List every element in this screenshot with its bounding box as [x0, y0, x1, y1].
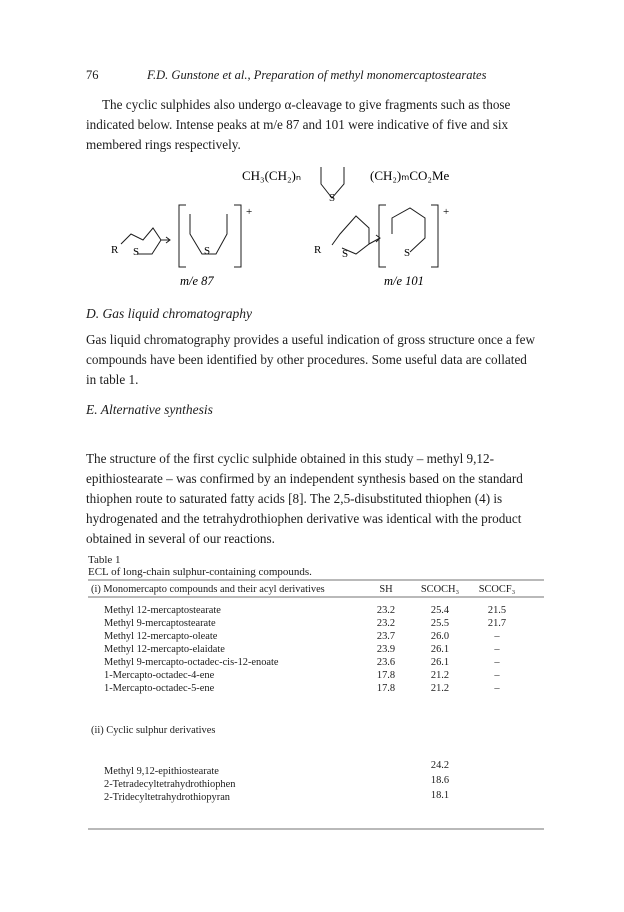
table-cell-sh: 17.8 [376, 683, 396, 694]
r-group-101: R [314, 244, 322, 256]
table-row-name: Methyl 9-mercaptostearate [104, 618, 216, 629]
table-row-name: 2-Tridecyltetrahydrothiopyran [104, 792, 231, 803]
table-cell-sh: 23.7 [376, 631, 396, 642]
table-group1-title: (i) Monomercapto compounds and their acyl derivatives [91, 584, 325, 595]
table-row-name: Methyl 12-mercaptostearate [104, 605, 221, 616]
paragraph-cyclic-sulphides: The cyclic sulphides also undergo α-cleavage to give fragments such as those indicated below. Intense peaks at m/e 87 and 101 were indicative of five and six membered rings respectively. [86, 97, 511, 152]
table-row-name: 1-Mercapto-octadec-5-ene [104, 683, 215, 694]
paragraph-alternative-synthesis: The structure of the first cyclic sulphide obtained in this study – methyl 9,12-epithiostearate – was confirmed by an independent synthesis based on the standard thiophen route to saturated fatty acids [8]. The 2,5-disubstituted thiophen (4) is hydrogenated and the tetrahydrothiophen derivative was identical with the product obtained in several of our reactions. [86, 451, 523, 546]
right-chain-label: (CH₂)ₘCO₂Me [370, 168, 450, 183]
label-m-e-101: m/e 101 [384, 274, 424, 288]
heading-alternative-synthesis: E. Alternative synthesis [86, 402, 213, 417]
sulfur-87-left: S [133, 246, 140, 258]
table-cell-scoch3: 26.0 [430, 631, 450, 642]
table-cell-scocf3: – [494, 670, 500, 681]
charge-87: + [246, 206, 253, 218]
table-row-name: Methyl 9,12-epithiostearate [104, 766, 219, 777]
table-row-name: Methyl 9-mercapto-octadec-cis-12-enoate [104, 657, 279, 668]
table-label: Table 1 [88, 554, 121, 566]
table-cell-value: 18.1 [430, 790, 450, 801]
sulfur-101-ion: S [404, 247, 411, 259]
table-cell-scoch3: 25.5 [430, 618, 450, 629]
table-cell-value: 18.6 [430, 775, 450, 786]
running-head: F.D. Gunstone et al., Preparation of methyl monomercaptostearates [147, 68, 487, 82]
table-cell-sh: 23.2 [376, 605, 396, 616]
table-row-name: 1-Mercapto-octadec-4-ene [104, 670, 215, 681]
table-cell-scocf3: – [494, 631, 500, 642]
table-cell-sh: 23.9 [376, 644, 396, 655]
table-cell-scoch3: 25.4 [430, 605, 450, 616]
r-group-87: R [111, 244, 119, 256]
table-row-name: Methyl 12-mercapto-elaidate [104, 644, 225, 655]
heading-gas-liquid-chromatography: D. Gas liquid chromatography [86, 306, 252, 321]
left-chain-label: CH₃(CH₂)ₙ [242, 168, 302, 183]
table-cell-sh: 23.2 [376, 618, 396, 629]
table-cell-sh: 23.6 [376, 657, 396, 668]
table-group2-title: (ii) Cyclic sulphur derivatives [91, 725, 216, 736]
sulfur-101-left: S [342, 248, 349, 260]
column-header-sh: SH [379, 584, 393, 595]
table-caption: ECL of long-chain sulphur-containing compounds. [88, 566, 312, 578]
top-ring-sulfur: S [329, 192, 336, 204]
table-cell-scocf3: – [494, 644, 500, 655]
table-cell-scocf3: 21.7 [487, 618, 507, 629]
label-m-e-87: m/e 87 [180, 274, 214, 288]
paragraph-gas-liquid-chromatography: Gas liquid chromatography provides a useful indication of gross structure once a few compounds have been identified by other procedures. Some useful data are collated in table 1. [86, 332, 535, 387]
table-cell-scocf3: 21.5 [487, 605, 507, 616]
table-cell-value: 24.2 [430, 760, 450, 771]
column-header-scoch3: SCOCH₃ [420, 584, 460, 595]
table-row-name: Methyl 12-mercapto-oleate [104, 631, 218, 642]
column-header-scocf3: SCOCF₃ [478, 584, 516, 595]
table-cell-scoch3: 26.1 [430, 657, 450, 668]
table-cell-scoch3: 26.1 [430, 644, 450, 655]
table-cell-scocf3: – [494, 683, 500, 694]
page-number: 76 [86, 68, 99, 82]
table-row-name: 2-Tetradecyltetrahydrothiophen [104, 779, 236, 790]
table-cell-scoch3: 21.2 [430, 670, 450, 681]
table-cell-scocf3: – [494, 657, 500, 668]
table-cell-sh: 17.8 [376, 670, 396, 681]
charge-101: + [443, 206, 450, 218]
table-cell-scoch3: 21.2 [430, 683, 450, 694]
sulfur-87-ion: S [204, 245, 211, 257]
